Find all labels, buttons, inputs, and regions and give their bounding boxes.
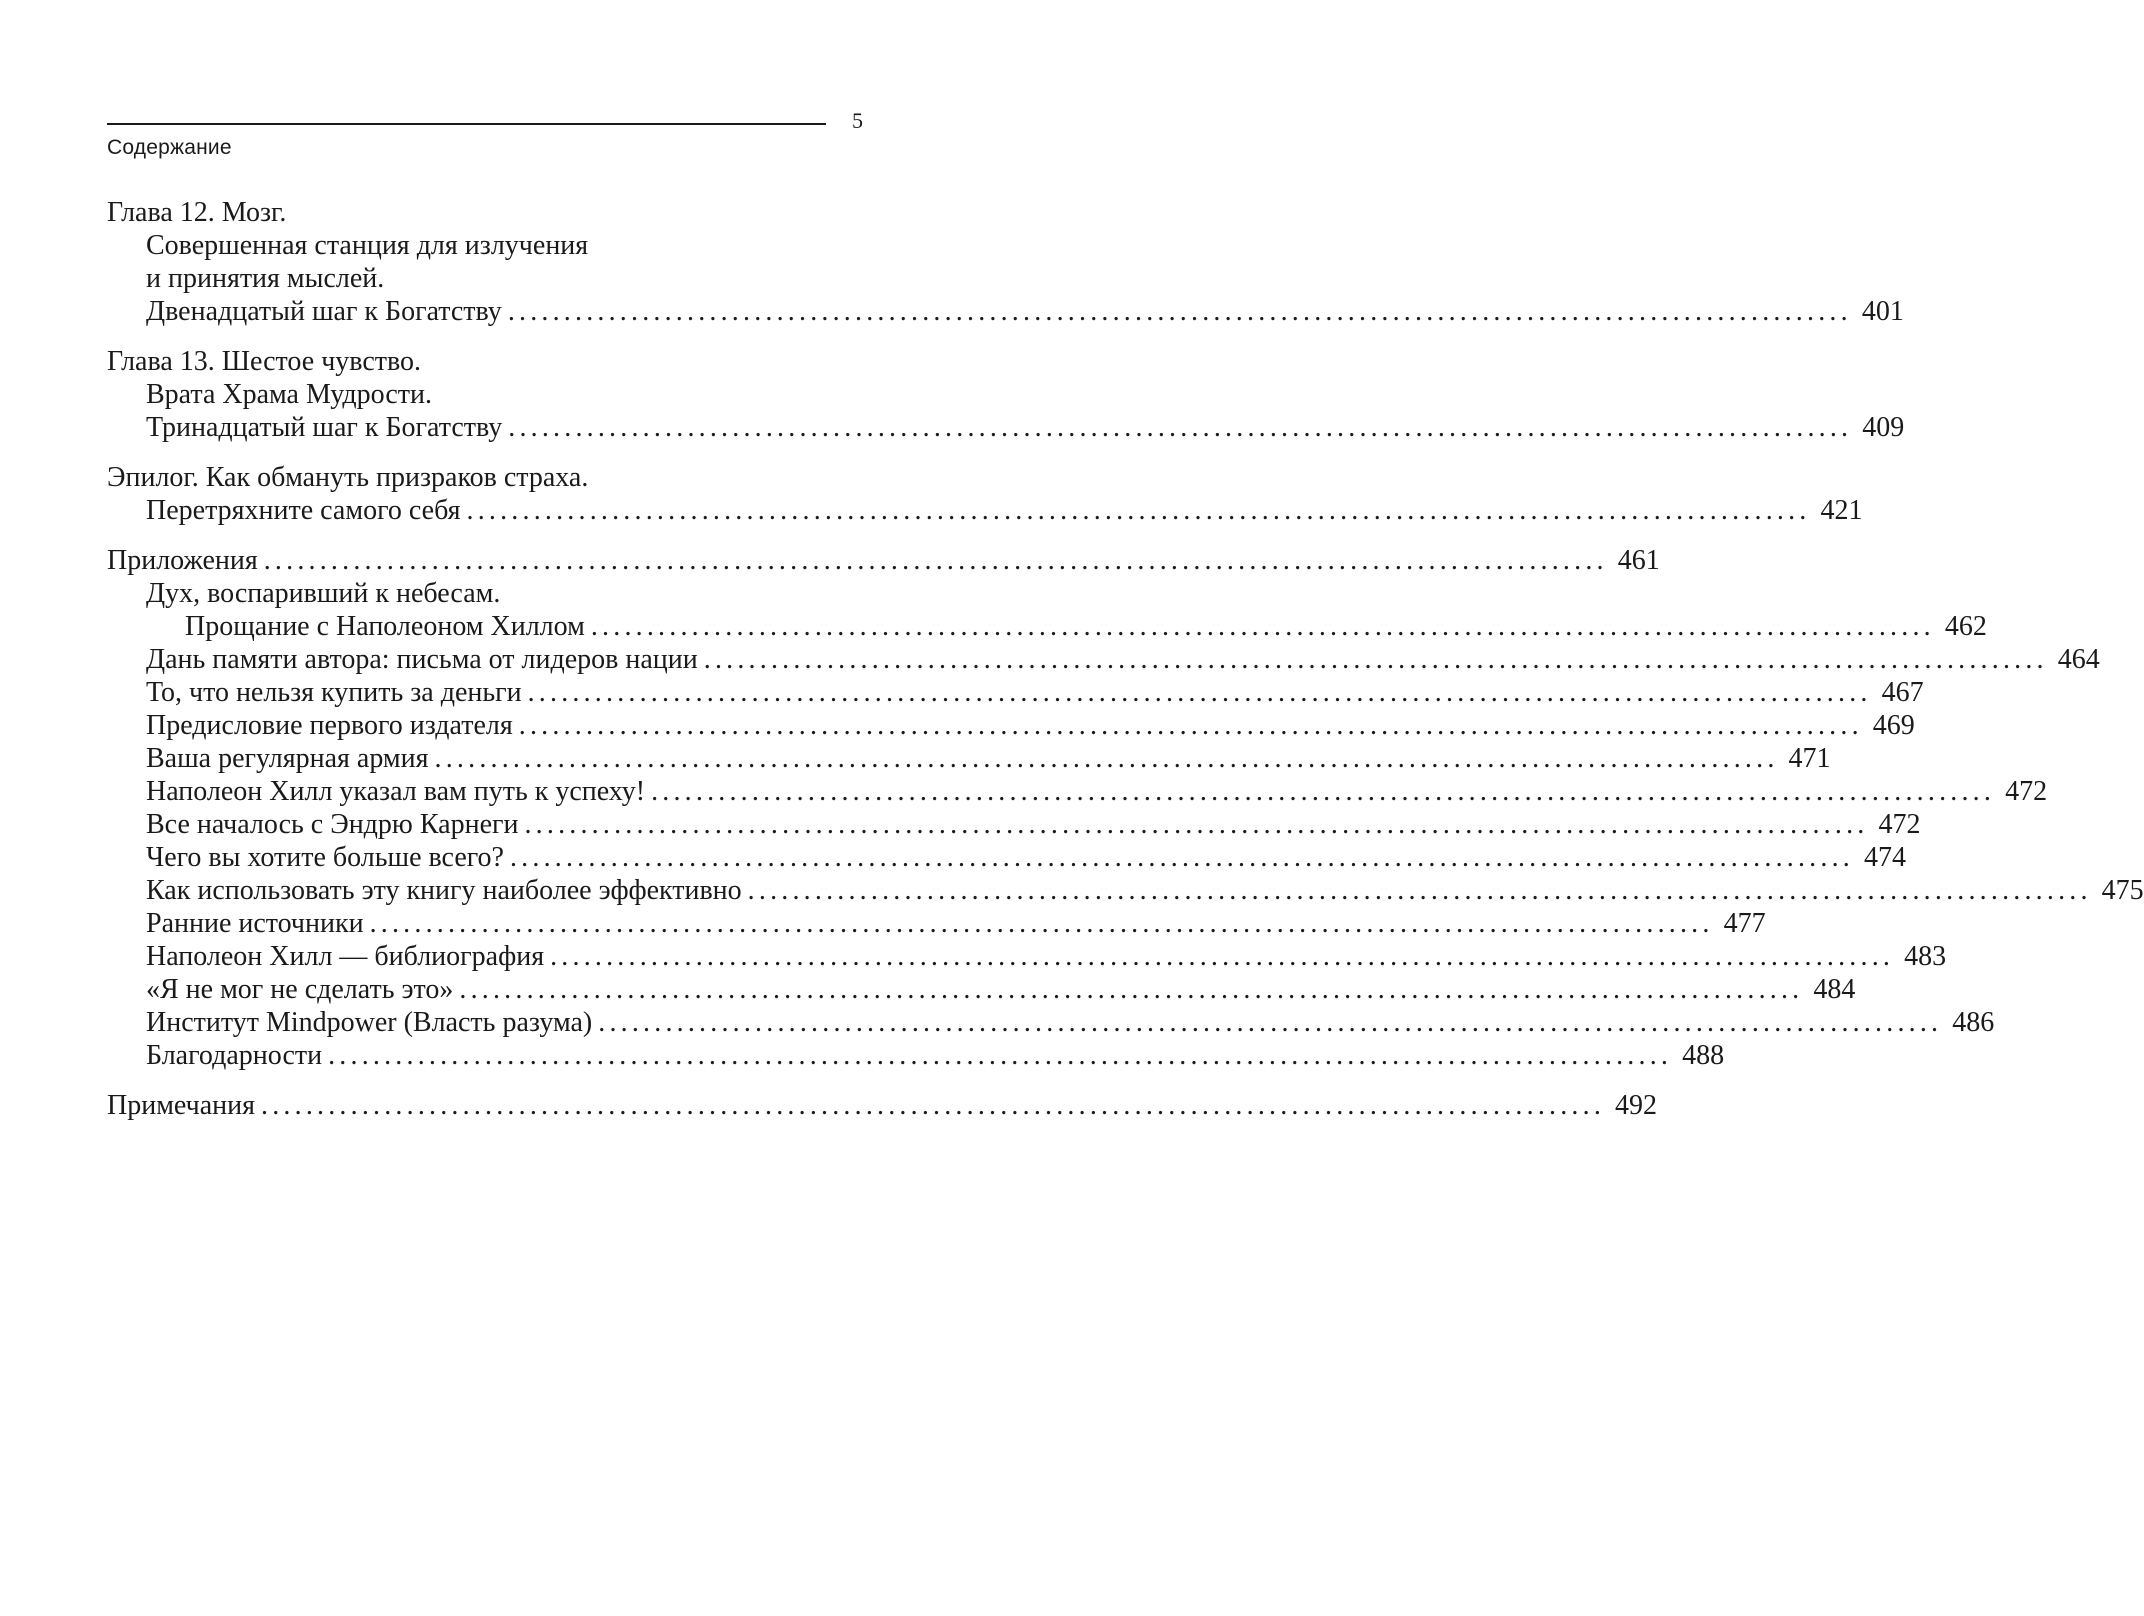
dot-leader: ........................................................................................................................ xyxy=(550,941,1895,972)
toc-entry-chapter-13-title xyxy=(107,345,867,378)
dot-leader: ........................................................................................................................ xyxy=(459,974,1804,1005)
header-rule xyxy=(107,123,826,125)
toc-page-number: 421 xyxy=(1820,495,1863,526)
dot-leader: ........................................................................................................................ xyxy=(747,875,2092,906)
toc-page-number: 462 xyxy=(1944,611,1987,642)
toc-page-number: 472 xyxy=(2005,776,2048,807)
toc-entry-appendix xyxy=(107,940,1947,973)
toc-entry-appendix xyxy=(107,907,1766,940)
toc-page-number: 477 xyxy=(1723,908,1766,939)
toc-entry-chapter-13-step xyxy=(107,411,1905,444)
dot-leader: ........................................................................................................................ xyxy=(261,1090,1606,1121)
toc-entry-label: Ранние источники xyxy=(146,908,364,939)
toc-entry-label: Примечания xyxy=(107,1090,256,1121)
dot-leader: ........................................................................................................................ xyxy=(328,1040,1673,1071)
dot-leader: ........................................................................................................................ xyxy=(434,743,1779,774)
dot-leader: ........................................................................................................................ xyxy=(369,908,1714,939)
toc-page-number: 469 xyxy=(1872,710,1915,741)
toc-entry-appendix xyxy=(107,1006,1995,1039)
toc-entry-appendix xyxy=(107,775,2048,808)
toc-entry-chapter-13-subtitle xyxy=(107,378,867,411)
toc-page-number: 492 xyxy=(1615,1090,1658,1121)
toc-entry-appendix xyxy=(107,808,1921,841)
dot-leader: ........................................................................................................................ xyxy=(518,710,1863,741)
toc-entry-label: Благодарности xyxy=(146,1040,323,1071)
toc-entry-appendix xyxy=(107,874,2144,907)
toc-entry-label: Прощание с Наполеоном Хиллом xyxy=(185,611,585,642)
page-number: 5 xyxy=(852,108,863,133)
toc-entry-appendix xyxy=(107,973,1856,1006)
toc-entry-appendices xyxy=(107,544,1660,577)
toc-entry-epilogue-subtitle xyxy=(107,494,1863,527)
toc-entry-label: и принятия мыслей. xyxy=(146,263,385,294)
toc-entry-label: «Я не мог не сделать это» xyxy=(146,974,454,1005)
toc-page-number: 464 xyxy=(2057,644,2100,675)
toc-entry-label: Перетряхните самого себя xyxy=(146,495,461,526)
running-head: Содержание xyxy=(107,136,232,159)
dot-leader: ........................................................................................................................ xyxy=(466,495,1811,526)
toc-entry-epilogue-title xyxy=(107,461,867,494)
toc-entry-appendix xyxy=(107,610,1987,643)
dot-leader: ........................................................................................................................ xyxy=(507,296,1852,327)
toc-entry-label: Дань памяти автора: письма от лидеров нации xyxy=(146,644,698,675)
toc-page-number: 401 xyxy=(1861,296,1904,327)
dot-leader: ........................................................................................................................ xyxy=(508,412,1853,443)
toc-entry-appendix xyxy=(107,1039,1725,1072)
toc-entry-appendix xyxy=(107,577,867,610)
toc-page-number: 488 xyxy=(1682,1040,1725,1071)
toc-entry-label: Тринадцатый шаг к Богатству xyxy=(146,412,503,443)
toc-entry-label: Все началось с Эндрю Карнеги xyxy=(146,809,519,840)
dot-leader: ........................................................................................................................ xyxy=(527,677,1872,708)
toc-entry-label: Двенадцатый шаг к Богатству xyxy=(146,296,502,327)
dot-leader: ........................................................................................................................ xyxy=(590,611,1935,642)
toc-page-number: 474 xyxy=(1863,842,1906,873)
dot-leader: ........................................................................................................................ xyxy=(263,545,1608,576)
toc-entry-label: То, что нельзя купить за деньги xyxy=(146,677,522,708)
toc-page-number: 486 xyxy=(1952,1007,1995,1038)
toc-entry-appendix xyxy=(107,676,1924,709)
toc-entry-appendix xyxy=(107,643,2100,676)
dot-leader: ........................................................................................................................ xyxy=(598,1007,1943,1038)
dot-leader: ........................................................................................................................ xyxy=(509,842,1854,873)
dot-leader: ........................................................................................................................ xyxy=(524,809,1869,840)
toc-entry-chapter-12-step xyxy=(107,295,1904,328)
toc-entry-label: Как использовать эту книгу наиболее эффективно xyxy=(146,875,742,906)
toc-entry-label: Чего вы хотите больше всего? xyxy=(146,842,504,873)
table-of-contents xyxy=(107,196,2144,1122)
toc-entry-label: Глава 13. Шестое чувство. xyxy=(107,346,422,377)
dot-leader: ........................................................................................................................ xyxy=(651,776,1996,807)
toc-entry-label: Наполеон Хилл указал вам путь к успеху! xyxy=(146,776,646,807)
toc-entry-label: Предисловие первого издателя xyxy=(146,710,513,741)
toc-entry-label: Эпилог. Как обмануть призраков страха. xyxy=(107,462,589,493)
toc-entry-appendix xyxy=(107,709,1915,742)
toc-entry-chapter-12-subtitle xyxy=(107,262,867,295)
toc-page-number: 483 xyxy=(1904,941,1947,972)
toc-entry-label: Врата Храма Мудрости. xyxy=(146,379,433,410)
toc-entry-label: Глава 12. Мозг. xyxy=(107,197,287,228)
toc-entry-label: Институт Mindpower (Власть разума) xyxy=(146,1007,593,1038)
toc-entry-label: Приложения xyxy=(107,545,258,576)
toc-entry-notes xyxy=(107,1089,1658,1122)
toc-entry-label: Ваша регулярная армия xyxy=(146,743,429,774)
toc-entry-appendix xyxy=(107,841,1906,874)
toc-page-number: 472 xyxy=(1878,809,1921,840)
toc-page-number: 484 xyxy=(1813,974,1856,1005)
toc-entry-label: Наполеон Хилл — библиография xyxy=(146,941,545,972)
toc-page-number: 409 xyxy=(1862,412,1905,443)
toc-entry-chapter-12-subtitle xyxy=(107,229,867,262)
toc-page-number: 475 xyxy=(2101,875,2144,906)
dot-leader: ........................................................................................................................ xyxy=(703,644,2048,675)
toc-entry-label: Дух, воспаривший к небесам. xyxy=(146,578,501,609)
toc-page-number: 471 xyxy=(1788,743,1831,774)
toc-page-number: 467 xyxy=(1881,677,1924,708)
toc-entry-label: Совершенная станция для излучения xyxy=(146,230,589,261)
toc-entry-appendix xyxy=(107,742,1831,775)
toc-entry-chapter-12-title xyxy=(107,196,867,229)
toc-page-number: 461 xyxy=(1617,545,1660,576)
